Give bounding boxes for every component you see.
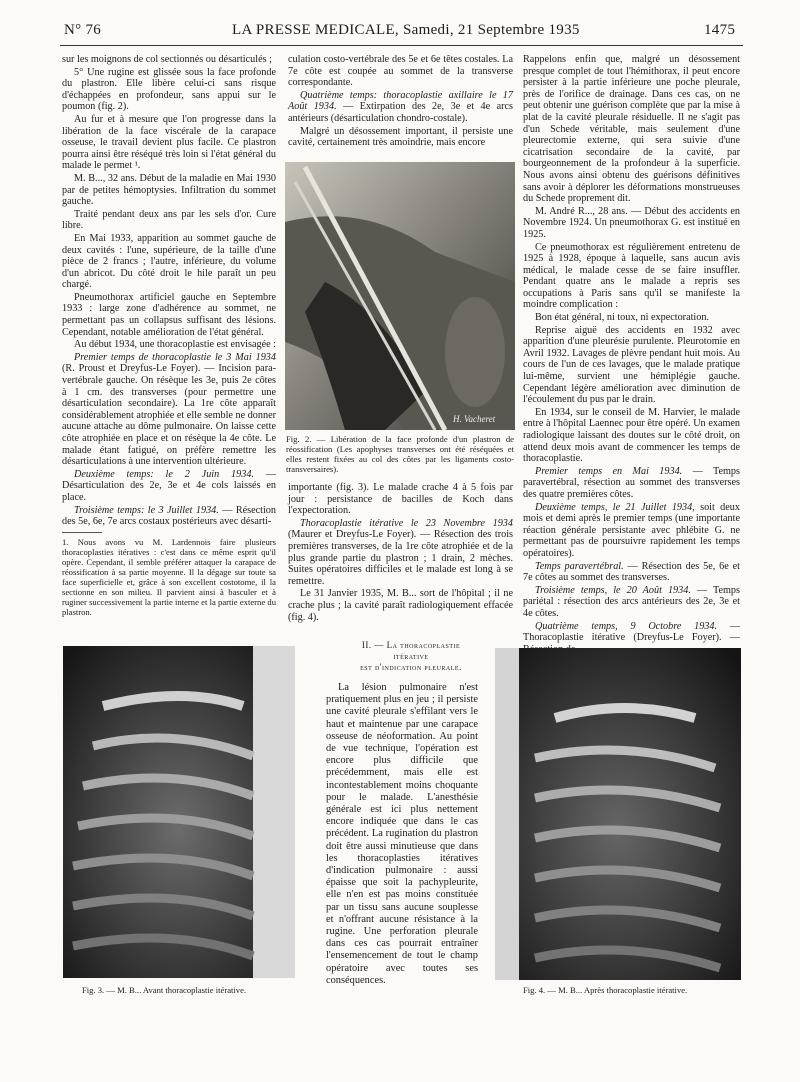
column-2-top [288,54,513,159]
paragraph: Reprise aiguë des accidents en 1932 avec apparition d'une pleurésie purulente. Pleurotomie en Avril 1932. Lavages de plèvre pendant huit mois. Au cours de l'un de ces lavages, que le malade pratique lui-même, survient une hémiplégie gauche. Cependant légère amélioration avec diminution de l'écoulement du pus par le drain. [523,324,740,406]
fig4-xray [495,648,741,980]
paragraph: Troisième temps: le 3 Juillet 1934. — Résection des 5e, 6e, 7e arcs costaux postérieurs avec désarti- [62,504,276,528]
paragraph: Le 31 Janvier 1935, M. B... sort de l'hôpital ; il ne crache plus ; la cavité paraît radiologiquement effacée (fig. 4). [288,588,513,623]
paragraph: Au fur et à mesure que l'on progresse dans la libération de la face viscérale de la carapace osseuse, le travail devient plus facile. Ce plastron pourra ainsi être réséqué très loin si l'état général du malade le permet ¹. [62,113,276,172]
paragraph: Deuxième temps: le 2 Juin 1934. — Désarticulation des 2e, 3e et 4e cols laissés en place. [62,468,277,503]
paragraph: Traité pendant deux ans par les sels d'or. Cure libre. [62,208,276,232]
paragraph: Ce pneumothorax est régulièrement entretenu de 1925 à 1928, époque à laquelle, sans aucun avis médical, le malade cesse de se faire insuffler. Pendant quatre ans le malade a repris ses occupations à Paris sans qu'il se manifeste la moindre complication : [523,241,740,311]
paragraph: En 1934, sur le conseil de M. Harvier, le malade entre à l'hôpital Laennec pour être opéré. Un examen radiologique laissant des doutes sur le côté droit, on attend deux mois avant de commencer les temps de thoracoplastie. [523,406,740,465]
issue-date: Samedi, 21 Septembre 1935 [403,22,580,38]
paragraph: Premier temps de thoracoplastie le 3 Mai 1934 (R. Proust et Dreyfus-Le Foyer). — Incision para-vertébrale gauche. On résèque les 3e, puis 2e côtes à 1 cm. des transverses (pour permettre une désarticulation secondaire). La 1re côte apparaît considérablement atrophiée et elle semble ne donner aucune attache au dôme pulmonaire. On laisse cette côte atrophiée en place et on résèque la 4e côte. Le malade étant fatigué, on préfère remettre les désarticulations à une intervention ultérieure. [62,351,276,468]
column-1 [62,54,276,629]
column-2-middle [288,482,513,632]
paragraph: La lésion pulmonaire n'est pratiquement plus en jeu ; il persiste une cavité pleurale s'effilant vers le haut et maintenue par une carapace osseuse de néoformation. Au point de vue technique, l'opération est encore plus difficile que précédemment, mais elle est incontestablement moins choquante pour le malade. L'anesthésie générale est ici plus nettement encore indiquée que dans le cas précédent. La rugination du plastron doit être aussi minutieuse que dans les thoracoplasties itératives d'indication pulmonaire : aussi épaisse que soit la pachypleurite, elle n'en est pas moins constituée par un tissu sans aucune souplesse et n'offrant aucune résistance à la rugine. Une perforation pleurale dans ces cas pourrait entraîner l'ensemencement de tout le champ opératoire avec toutes ses conséquences. [326,682,478,986]
paragraph: Au début 1934, une thoracoplastie est envisagée : [74,339,276,351]
paragraph: Premier temps en Mai 1934. — Temps paravertébral, résection au sommet des transverses des quatre premières côtes. [523,465,740,500]
header-rule [60,45,743,46]
footnote: 1. Nous avons vu M. Lardennois faire plusieurs thoracoplasties itératives : c'est dans ce même esprit qu'il opère. Cependant, il semble préférer attaquer la carapace de réossification à sa partie moyenne. Il la dégage sur toute sa face superficielle et, grâce à son excellent costotome, il la sectionne en son milieu. Il parvient ainsi à basculer et à ruginer successivement la partie interne et la partie externe du plastron. [62,536,276,617]
paragraph: importante (fig. 3). Le malade crache 4 à 5 fois par jour : persistance de bacilles de Koch dans l'expectoration. [288,482,513,517]
section-heading: II. — La thoracoplastie itérative est d'indication pleurale. [360,640,462,672]
fig2-caption: Fig. 2. — Libération de la face profonde d'un plastron de réossification (Les apophyses transverses ont été réséquées et elles restent fixées au col des côtes par les ligaments costo-transversaires). [286,434,514,474]
column-3 [523,54,740,644]
paragraph: Thoracoplastie itérative le 23 Novembre 1934 (Maurer et Dreyfus-Le Foyer). — Résection des trois premières transverses, de la 1re côte atrophiée et de la plus grande partie du plastron ; 1 drain, 2 mèches. Suites opératoires difficiles et le malade est long à se remettre. [288,517,513,587]
paragraph: Troisième temps, le 20 Août 1934. — Temps pariétal : résection des arcs antérieurs des 2e, 3e et 4e côtes. [523,584,740,619]
page-number: 1475 [704,22,736,38]
paragraph: Quatrième temps, 9 Octobre 1934. — Thoracoplastie itérative (Dreyfus-Le Foyer). — [523,620,740,644]
fig2-illustration [285,162,515,430]
paragraph: sur les moignons de col sectionnés ou désarticulés ; [62,54,272,65]
issue-number: N° 76 [64,22,102,38]
surgical-drawing [285,162,515,430]
paragraph: Rappelons enfin que, malgré un désossement presque complet de tout l'hémithorax, il peut encore persister à la partie inférieure une poche pleurale, près de l'orifice de drainage. Dans ces cas, on ne peut obtenir une guérison complète que par la mise à plat de la cavité pleurale résiduelle. Il ne s'agit pas d'un Schede véritable, mais seulement d'une pleurectomie externe, qui sera suivie d'une cicatrisation secondaire de la cavité, par bourgeonnement de la profondeur à la superficie. Nous avons ainsi obtenu des guérisons définitives sans avoir à déplorer les déformations monstrueuses du Schede proprement dit. [523,54,740,205]
journal-name: LA PRESSE MEDICALE, [232,22,399,38]
paragraph: Malgré un désossement important, il persiste une cavité, certainement très amoindrie, mais encore [288,125,513,149]
fig3-xray [63,646,295,978]
fig4-caption: Fig. 4. — M. B... Après thoracoplastie itérative. [523,985,688,995]
paragraph: Bon état général, ni toux, ni expectoration. [535,312,709,324]
paragraph: Deuxième temps, le 21 Juillet 1934, soit deux mois et demi après le premier temps (une importante réaction générale persistante avec phlébite G. ne permettant pas de poursuivre rapidement les temps opératoires). [523,501,740,559]
paragraph: 5° Une rugine est glissée sous la face profonde du plastron. Elle libère celui-ci sans risque d'échappées en profondeur, sans appui sur le poumon (fig. 2). [62,66,276,113]
paragraph: M. B..., 32 ans. Début de la maladie en Mai 1930 par de petites hémoptysies. Infiltration du sommet gauche. [62,172,276,208]
paragraph: M. André R..., 28 ans. — Début des accidents en Novembre 1924. Un pneumothorax G. est institué en 1925. [523,205,740,240]
section-body [326,682,478,1002]
journal-title [232,22,580,39]
paragraph: Quatrième temps: thoracoplastie axillaire le 17 Août 1934. — Extirpation des 2e, 3e et 4e arcs antérieurs (désarticulation chondro-costale). [288,89,513,124]
xray-image [63,646,295,978]
artist-signature: H. Vacheret [453,414,496,424]
paragraph: Pneumothorax artificiel gauche en Septembre 1933 : large zone d'adhérence au sommet, ne permettant pas un collapsus suffisant des lésions. Cependant, notable amélioration de l'état général. [62,291,276,338]
paragraph: culation costo-vertébrale des 5e et 6e têtes costales. La 7e côte est coupée au sommet de la transverse correspondante. [288,54,513,89]
paragraph: En Mai 1933, apparition au sommet gauche de deux cavités : l'une, supérieure, de la taille d'une pièce de 2 francs ; l'autre, inférieure, du volume d'un abricot. Du côté droit le hile paraît un peu chargé. [62,232,276,291]
xray-image [495,648,741,980]
fig3-caption: Fig. 3. — M. B... Avant thoracoplastie itérative. [82,985,247,995]
footnote-rule [62,532,102,533]
paragraph: Temps paravertébral. — Résection des 5e, 6e et 7e côtes au sommet des transverses. [523,560,740,584]
